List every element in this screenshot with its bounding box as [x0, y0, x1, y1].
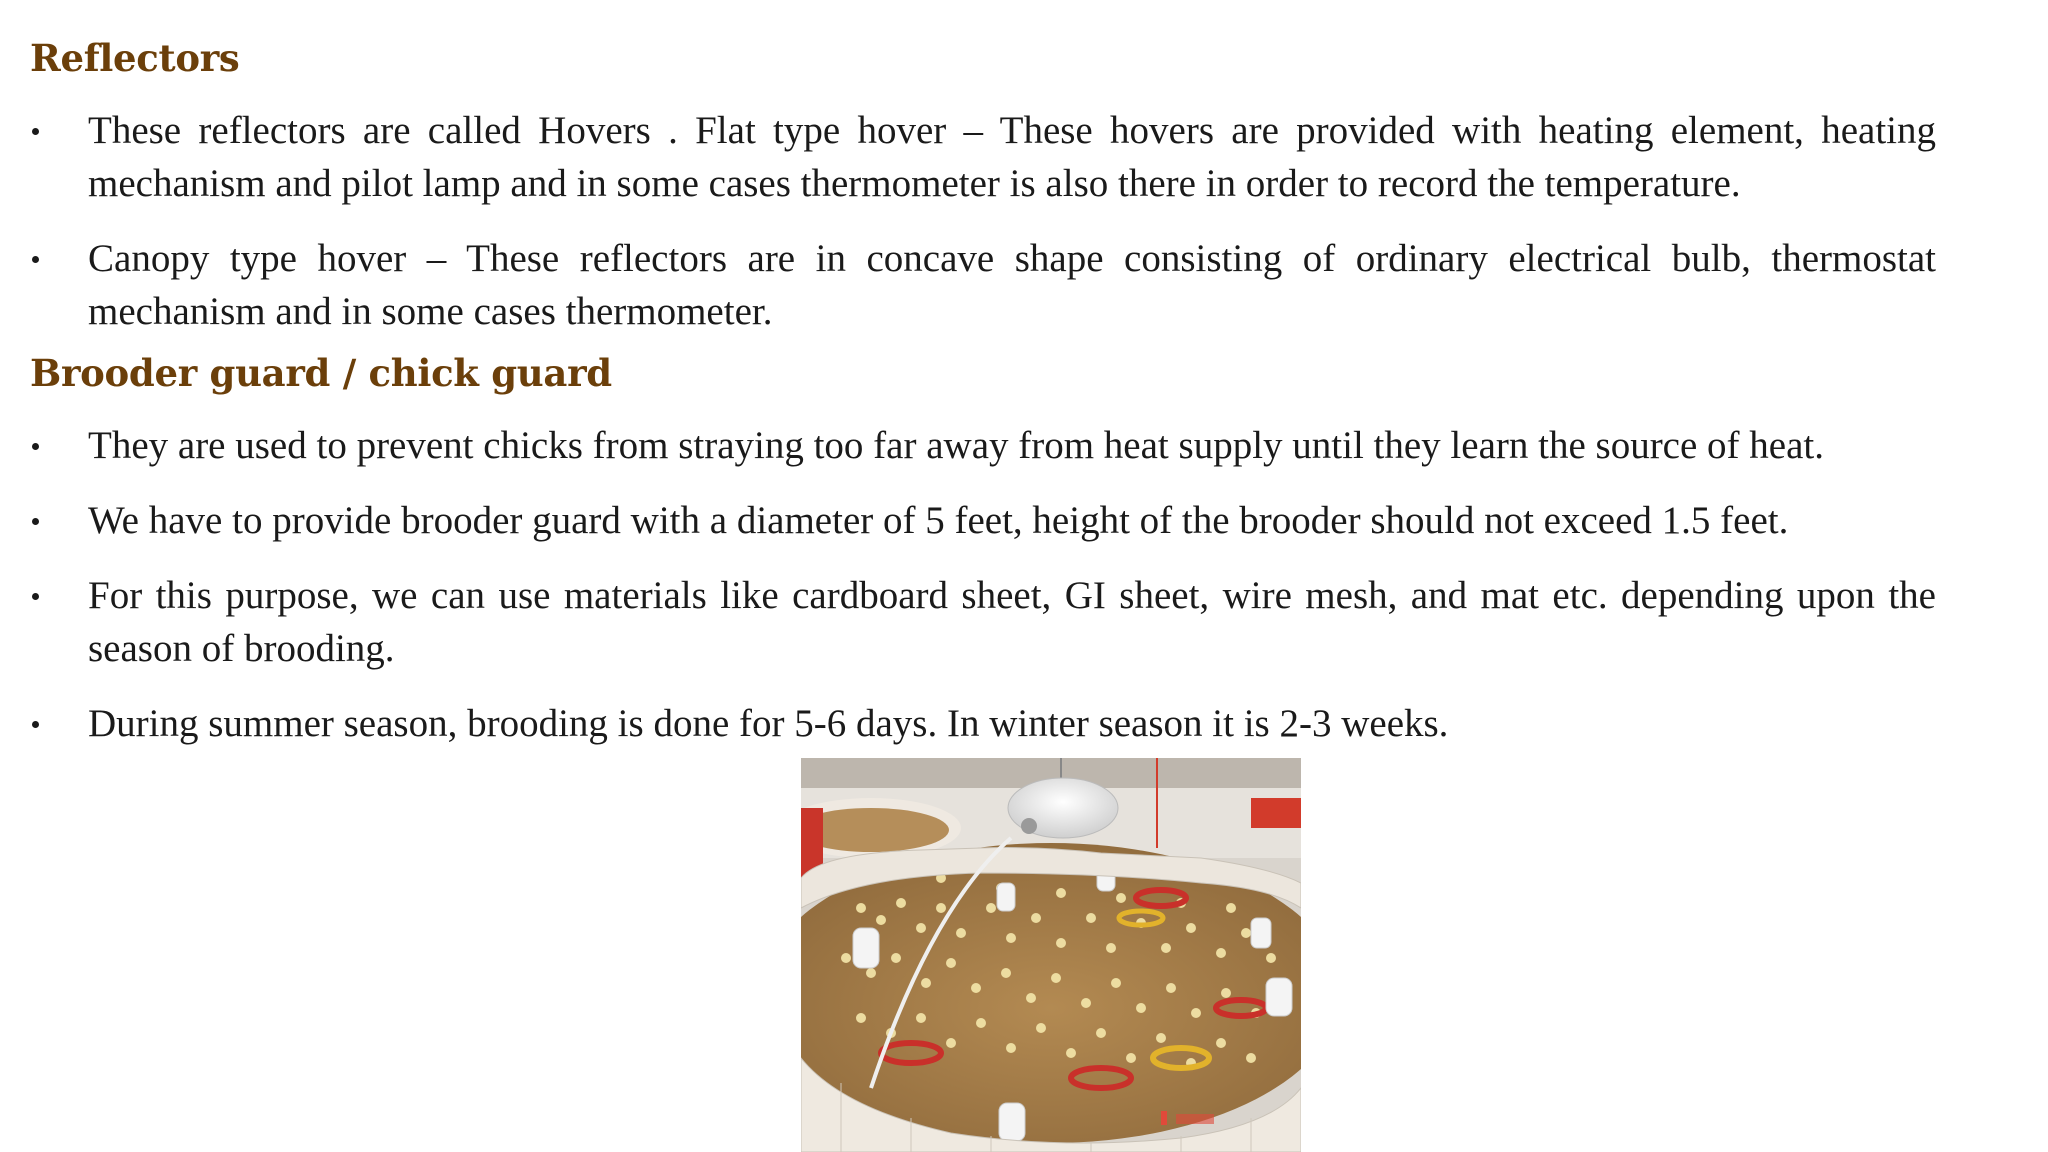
bullet-icon: [32, 443, 39, 450]
brooder-photo-illustration: [801, 758, 1301, 1152]
list-item-text: For this purpose, we can use materials like cardboard sheet, GI sheet, wire mesh, and mat etc. depending upon the season of brooding.: [88, 574, 1936, 670]
list-item: [0, 569, 1948, 675]
section-heading-brooder-guard: Brooder guard / chick guard: [30, 351, 612, 395]
list-item-text: They are used to prevent chicks from straying too far away from heat supply until they learn the source of heat.: [88, 424, 1824, 467]
reflectors-list: [0, 104, 2048, 338]
list-item: [0, 697, 1948, 750]
list-item-text: These reflectors are called Hovers . Flat type hover – These hovers are provided with heating element, heating mechanism and pilot lamp and in some cases thermometer is also there in order to record the temperature.: [88, 109, 1936, 205]
bullet-icon: [32, 721, 39, 728]
brooder-guard-list: [0, 419, 2048, 750]
list-item-text: During summer season, brooding is done for 5-6 days. In winter season it is 2-3 weeks.: [88, 702, 1449, 745]
section-heading-reflectors: Reflectors: [30, 36, 240, 80]
brooder-photo: [801, 758, 1301, 1152]
list-item: [0, 419, 1948, 472]
bullet-icon: [32, 128, 39, 135]
list-item: [0, 232, 1948, 338]
bullet-icon: [32, 518, 39, 525]
list-item-text: We have to provide brooder guard with a diameter of 5 feet, height of the brooder should not exceed 1.5 feet.: [88, 499, 1789, 542]
bullet-icon: [32, 256, 39, 263]
list-item: [0, 104, 1948, 210]
list-item: [0, 494, 1948, 547]
list-item-text: Canopy type hover – These reflectors are in concave shape consisting of ordinary electrical bulb, thermostat mechanism and in some cases thermometer.: [88, 237, 1936, 333]
bullet-icon: [32, 593, 39, 600]
